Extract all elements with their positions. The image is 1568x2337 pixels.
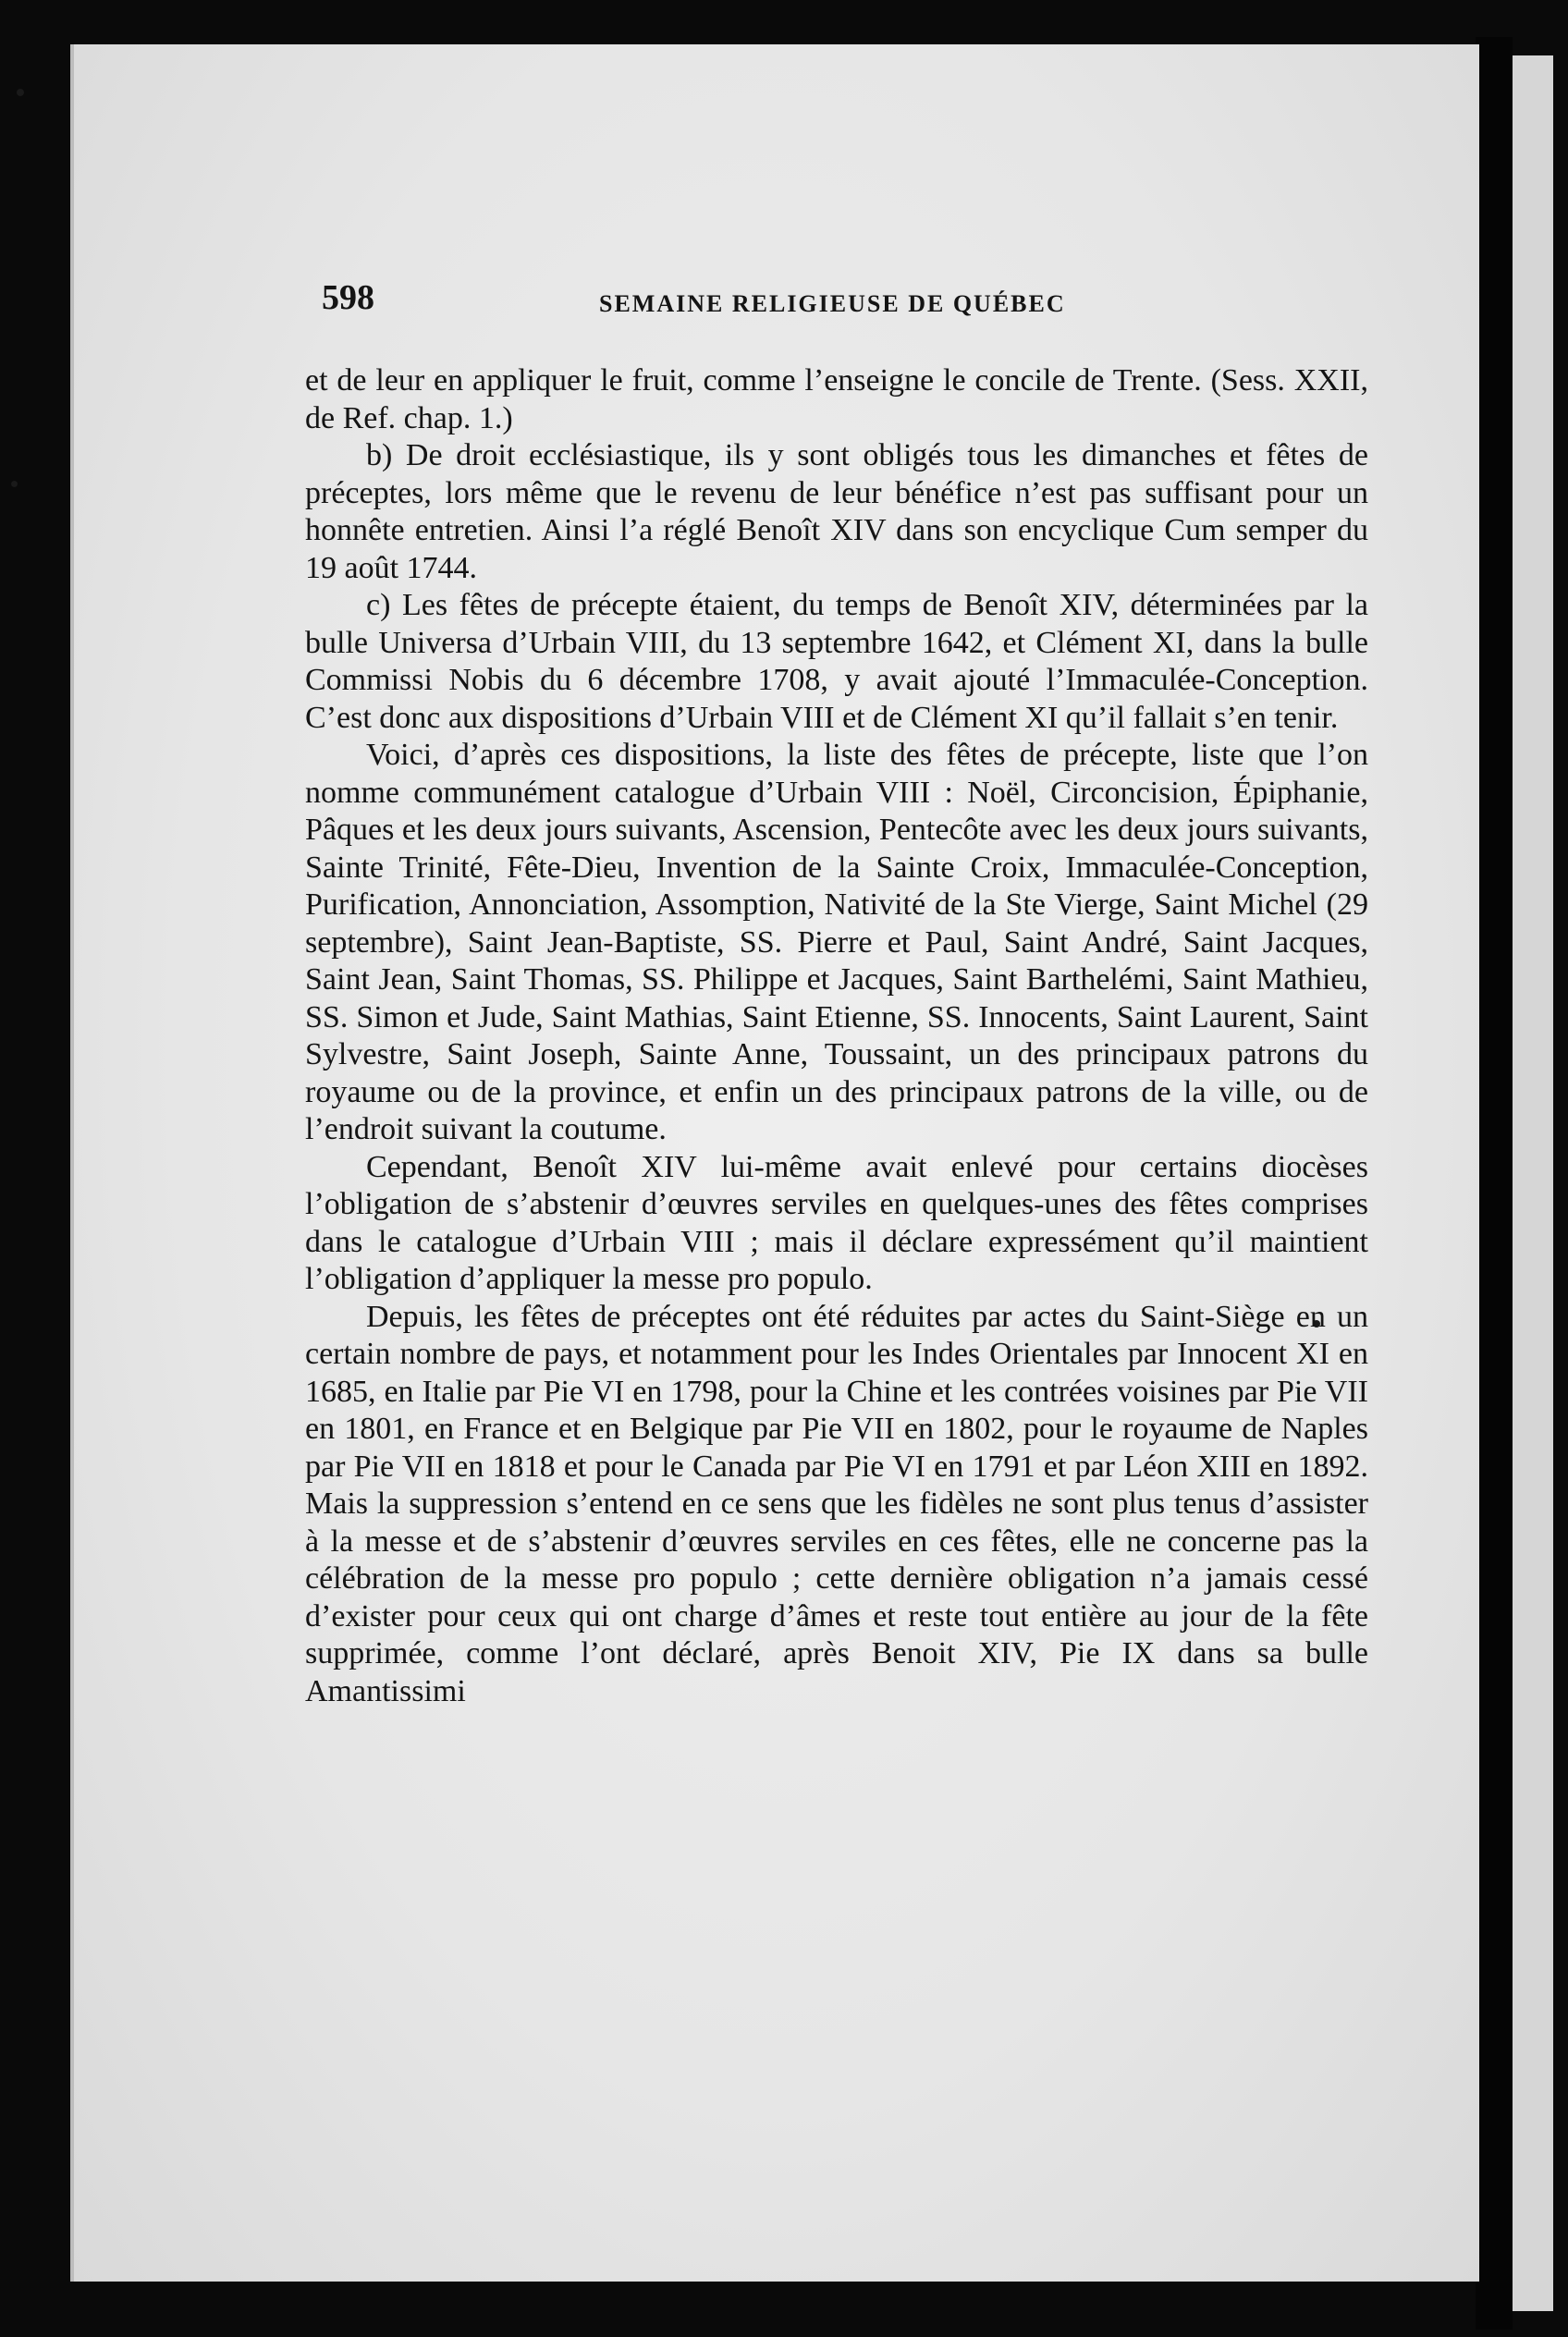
paragraph: c) Les fêtes de précepte étaient, du temps de Benoît XIV, déterminées par la bulle Universa d’Urbain VIII, du 13 septembre 1642, et Clément XI, dans la bulle Commissi Nobis du 6 décembre 1708, y avait ajouté l’Immaculée-Conception. C’est donc aux dispositions d’Urbain VIII et de Clément XI qu’il fallait s’en tenir. (305, 588, 1368, 735)
paragraph: Voici, d’après ces dispositions, la liste des fêtes de précepte, liste que l’on nomme communément catalogue d’Urbain VIII : Noël, Circoncision, Épiphanie, Pâques et les deux jours suivants, Ascension, Pentecôte avec les deux jours suivants, Sainte Trinité, Fête-Dieu, Invention de la Sainte Croix, Immaculée-Conception, Purification, Annonciation, Assomption, Nativité de la Ste Vierge, Saint Michel (29 septembre), Saint Jean-Baptiste, SS. Pierre et Paul, Saint André, Saint Jacques, Saint Jean, Saint Thomas, SS. Philippe et Jacques, Saint Barthelémi, Saint Mathieu, SS. Simon et Jude, Saint Mathias, Saint Etienne, SS. Innocents, Saint Laurent, Saint Sylvestre, Saint Joseph, Sainte Anne, Toussaint, un des principaux patrons du royaume ou de la province, et enfin un des principaux patrons de la ville, ou de l’endroit suivant la coutume. (305, 738, 1368, 1146)
next-page-edge (1513, 55, 1553, 2311)
paragraph: Depuis, les fêtes de préceptes ont été réduites par actes du Saint-Siège en un certain nombre de pays, et notamment pour les Indes Orientales par Innocent XI en 1685, en Italie par Pie VI en 1798, pour la Chine et les contrées voisines par Pie VII en 1801, en France et en Belgique par Pie VII en 1802, pour le royaume de Naples par Pie VII en 1818 et pour le Canada par Pie VI en 1791 et par Léon XIII en 1892. Mais la suppression s’entend en ce sens que les fidèles ne sont plus tenus d’assister à la messe et de s’abstenir d’œuvres serviles en ces fêtes, elle ne concerne pas la célébration de la messe pro populo ; cette dernière obligation n’a jamais cessé d’exister pour ceux qui ont charge d’âmes et reste tout entière au jour de la fête supprimée, comme l’ont déclaré, après Benoit XIV, Pie IX dans sa bulle Amantissimi (305, 1299, 1368, 1708)
page-header (322, 277, 1363, 333)
page-number: 598 (322, 278, 374, 317)
body-text (305, 362, 1368, 1710)
binding-gap (1476, 37, 1513, 2330)
running-head: SEMAINE RELIGIEUSE DE QUÉBEC (599, 290, 1066, 317)
paragraph: et de leur en appliquer le fruit, comme l’enseigne le concile de Trente. (Sess. XXII, de Ref. chap. 1.) (305, 363, 1368, 435)
paragraph: Cependant, Benoît XIV lui-même avait enlevé pour certains diocèses l’obligation de s’abstenir d’œuvres serviles en quelques-unes des fêtes comprises dans le catalogue d’Urbain VIII ; mais il déclare expressément qu’il maintient l’obligation d’appliquer la messe pro populo. (305, 1149, 1368, 1296)
paragraph: b) De droit ecclésiastique, ils y sont obligés tous les dimanches et fêtes de préceptes, lors même que le revenu de leur bénéfice n’est pas suffisant pour un honnête entretien. Ainsi l’a réglé Benoît XIV dans son encyclique Cum semper du 19 août 1744. (305, 438, 1368, 585)
dust-speck (17, 89, 24, 96)
dust-speck (11, 481, 18, 487)
